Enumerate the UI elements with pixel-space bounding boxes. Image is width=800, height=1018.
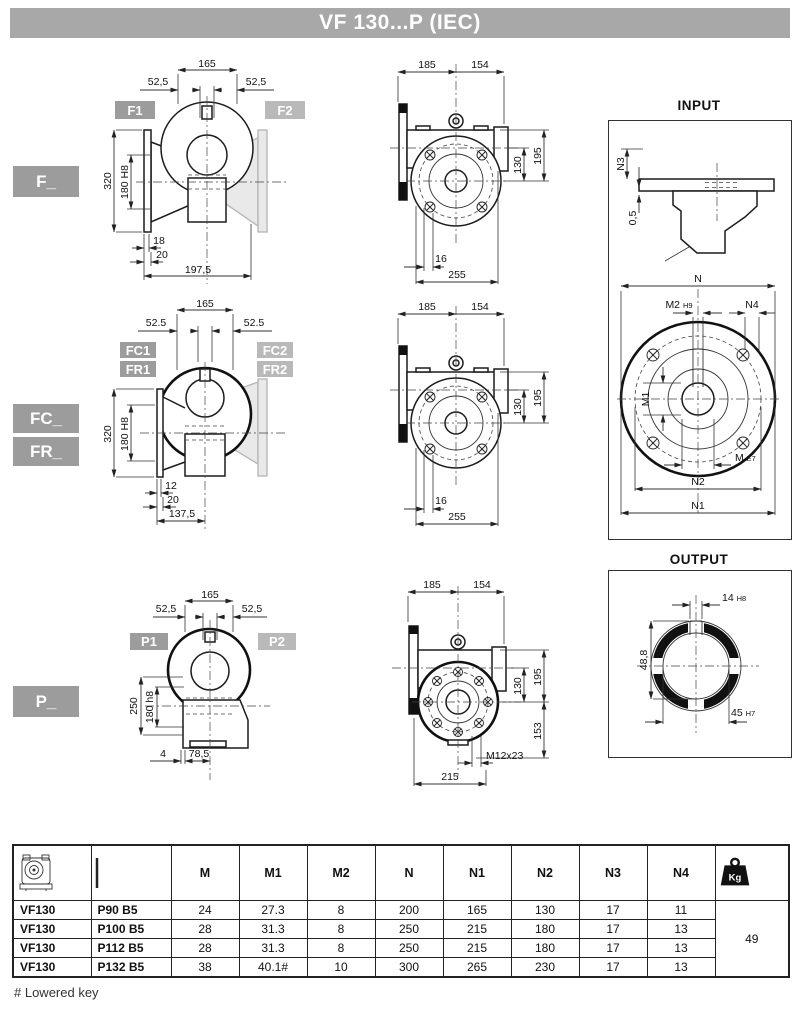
dim-label: 130 [512,156,524,174]
value-cell: 28 [171,939,239,958]
dim-label: 20 [167,494,179,506]
dim-label: 255 [448,269,466,281]
value-cell: 38 [171,958,239,978]
motor-cell: P132 B5 [91,958,171,978]
output-drawing [609,571,788,754]
dim-label: 154 [471,59,489,71]
motor-column-header [91,845,171,901]
dim-label: 215 [441,771,459,783]
dim-label: 195 [532,147,544,165]
tag-f1: F1 [115,101,155,119]
table-row [13,901,789,920]
dim-label: 16 [435,495,447,507]
dim-label: 195 [532,389,544,407]
dim-label: N4 [745,299,759,311]
col-header-M: M [171,845,239,901]
side-label-p: P_ [13,686,79,717]
value-cell: 13 [647,939,715,958]
dimension-table [12,844,790,978]
value-cell: 300 [375,958,443,978]
side-label-fc: FC_ [13,404,79,433]
fc-front-drawing [386,298,576,530]
tag-fr2: FR2 [257,361,293,377]
p-front-drawing [386,576,586,794]
page-title: VF 130...P (IEC) [10,8,790,38]
col-header-N2: N2 [511,845,579,901]
dim-label: N [694,273,702,285]
dim-label: 20 [156,249,168,261]
dim-label: 250 [128,697,140,715]
dim-label: 195 [532,668,544,686]
value-cell: 11 [647,901,715,920]
value-cell: 180 [511,920,579,939]
dim-label: 52,5 [245,76,267,88]
side-label-f: F_ [13,166,79,197]
dim-label: 45 H7 [731,707,756,719]
dim-label: 165 [196,298,214,310]
dim-label: 16 [435,253,447,265]
dim-label: 4 [160,748,166,760]
dim-label: 137,5 [168,508,196,520]
dim-label: 180 H8 [119,165,131,199]
weight-column-header [715,845,789,901]
tag-fc1: FC1 [120,342,156,358]
dim-label: 52.5 [243,317,265,329]
motor-cell: P112 B5 [91,939,171,958]
tag-fr1: FR1 [120,361,156,377]
value-cell: 24 [171,901,239,920]
tag-p1: P1 [130,633,168,650]
col-header-N1: N1 [443,845,511,901]
gearbox-icon [14,853,58,893]
col-header-N4: N4 [647,845,715,901]
value-cell: 17 [579,901,647,920]
col-header-M1: M1 [239,845,307,901]
dim-label: 52,5 [147,76,169,88]
value-cell: 130 [511,901,579,920]
dim-label: 165 [201,589,219,601]
dim-label: 165 [198,58,216,70]
value-cell: 250 [375,939,443,958]
tag-p2: P2 [258,633,296,650]
f-side-drawing [100,56,330,288]
value-cell: 200 [375,901,443,920]
value-cell: 215 [443,939,511,958]
dim-label: 130 [512,398,524,416]
dim-label: N1 [691,500,705,512]
dim-label: 154 [471,301,489,313]
value-cell: 17 [579,939,647,958]
value-cell: 8 [307,939,375,958]
dim-label: M E7 [735,452,756,464]
dim-label: 52.5 [145,317,167,329]
table-row [13,939,789,958]
value-cell: 13 [647,958,715,978]
dim-label: 255 [448,511,466,523]
input-panel-title: INPUT [677,98,721,113]
value-cell: 40.1# [239,958,307,978]
motor-shaft-icon [92,856,102,890]
dim-label: 180 h8 [144,690,156,724]
f-front-drawing [386,56,576,288]
dim-label: 14 H8 [722,592,747,604]
output-panel [608,570,792,758]
dim-label: 52,5 [241,603,263,615]
tag-fc2: FC2 [257,342,293,358]
dim-label: 0,5 [627,210,639,226]
col-header-M2: M2 [307,845,375,901]
weight-cell: 49 [715,901,789,978]
dim-label: 185 [418,59,436,71]
fc-side-drawing [100,294,330,534]
col-header-N3: N3 [579,845,647,901]
side-label-fr: FR_ [13,437,79,466]
dim-label: 48,8 [638,649,650,671]
value-cell: 28 [171,920,239,939]
value-cell: 17 [579,958,647,978]
dim-label: 12 [165,480,177,492]
value-cell: 10 [307,958,375,978]
value-cell: 165 [443,901,511,920]
dim-label: 52,5 [155,603,177,615]
input-panel [608,120,792,540]
dim-label: 320 [102,172,114,190]
footnote-lowered-key: # Lowered key [14,985,99,1000]
value-cell: 27.3 [239,901,307,920]
table-row [13,958,789,978]
output-panel-title: OUTPUT [669,552,729,567]
model-cell: VF130 [13,901,91,920]
model-cell: VF130 [13,939,91,958]
value-cell: 265 [443,958,511,978]
dim-label: 180 H8 [119,417,131,451]
dim-label: 185 [418,301,436,313]
dim-label: 18 [153,235,165,247]
table-row [13,920,789,939]
dim-label: N3 [615,157,627,171]
value-cell: 230 [511,958,579,978]
value-cell: 180 [511,939,579,958]
value-cell: 31.3 [239,939,307,958]
input-drawing [609,121,788,536]
dim-label: 154 [473,579,491,591]
dim-label: 320 [102,425,114,443]
value-cell: 31.3 [239,920,307,939]
dim-label: 130 [512,677,524,695]
col-header-N: N [375,845,443,901]
model-cell: VF130 [13,920,91,939]
tag-f2: F2 [265,101,305,119]
dim-label: 78,5 [188,748,210,760]
dim-label: M2 H9 [665,299,693,311]
motor-cell: P100 B5 [91,920,171,939]
motor-cell: P90 B5 [91,901,171,920]
value-cell: 215 [443,920,511,939]
kg-icon [716,856,754,890]
dim-label: N2 [691,476,705,488]
dim-label: M1 [640,391,652,407]
value-cell: 17 [579,920,647,939]
value-cell: 13 [647,920,715,939]
dim-label: 197,5 [184,264,212,276]
value-cell: 8 [307,920,375,939]
p-side-drawing [100,580,330,785]
value-cell: 250 [375,920,443,939]
table-header-row [13,845,789,901]
value-cell: 8 [307,901,375,920]
model-cell: VF130 [13,958,91,978]
dim-label: M12x23 [486,750,524,762]
dim-label: 153 [532,722,544,740]
svg-text:Kg: Kg [728,872,741,884]
dim-label: 185 [423,579,441,591]
gearbox-column-header [13,845,91,901]
